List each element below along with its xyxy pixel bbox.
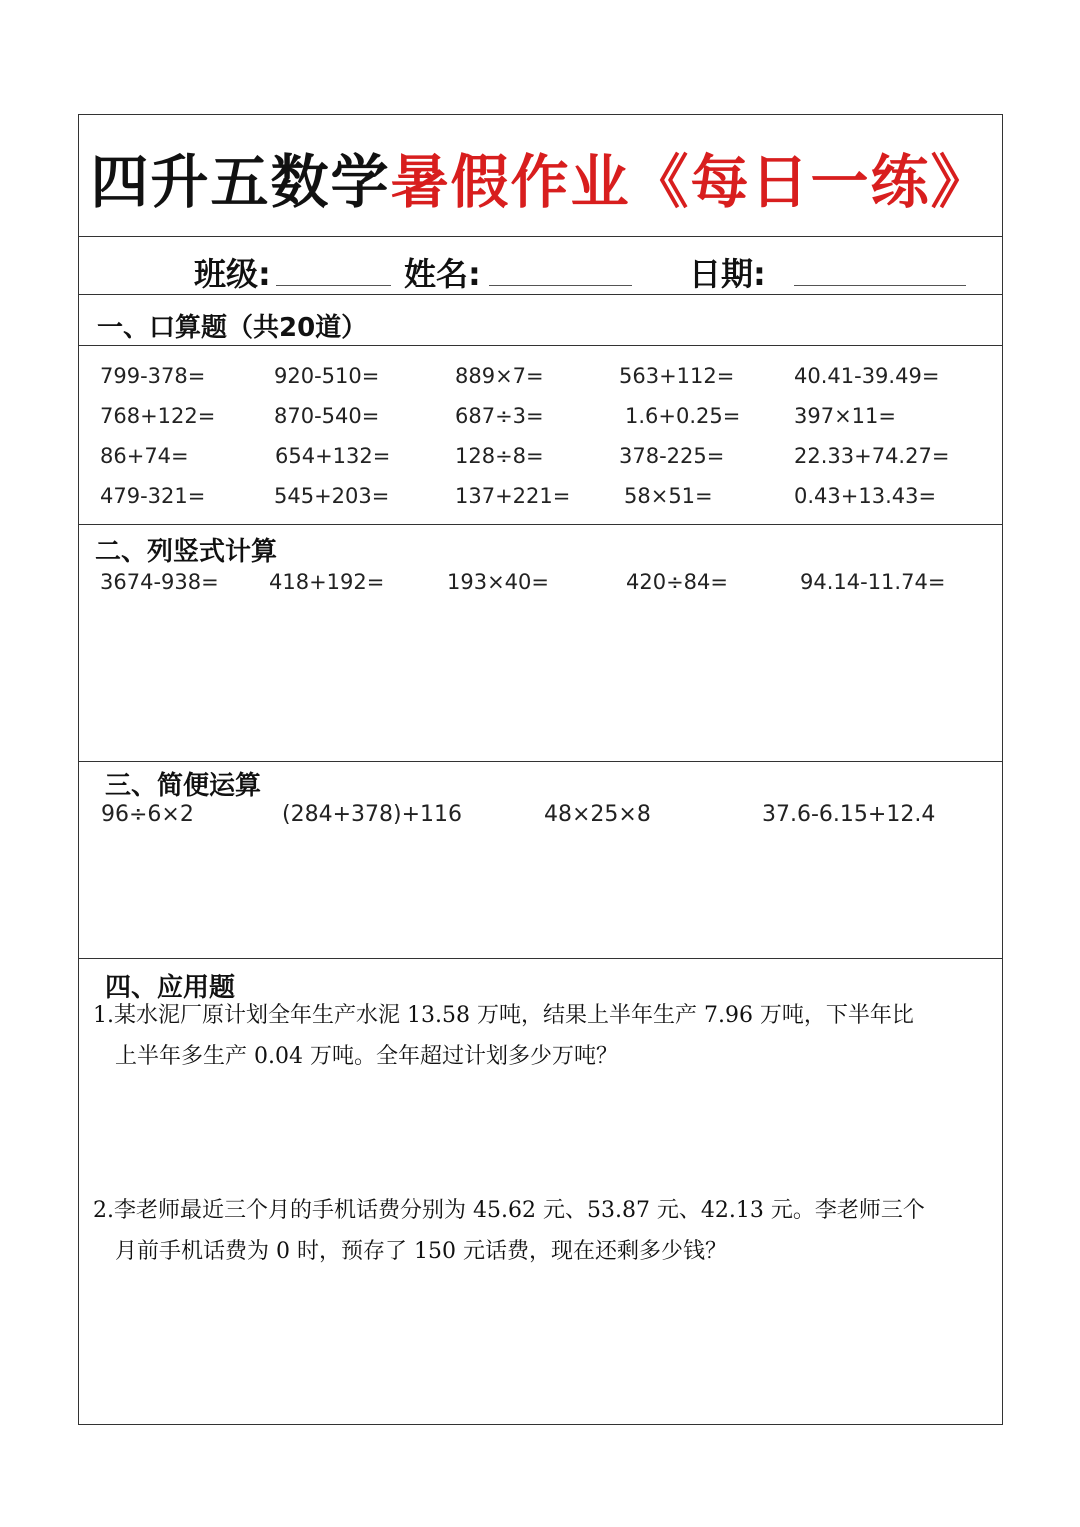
section1-title: 一、口算题（共20道） — [97, 313, 368, 343]
name-label: 姓名: — [404, 255, 481, 293]
word-problem-2 — [93, 1190, 983, 1272]
date-label: 日期: — [689, 255, 766, 293]
problem-line: 1.某水泥厂原计划全年生产水泥 13.58 万吨，结果上半年生产 7.96 万吨，下半年比 — [93, 1003, 914, 1028]
title-highlight: 暑假作业《每日一练》 — [390, 148, 991, 216]
expression: 920-510= — [274, 364, 380, 388]
problem-line: 上半年多生产 0.04 万吨。全年超过计划多少万吨？ — [115, 1044, 618, 1069]
expression: 0.43+13.43= — [794, 484, 937, 508]
problem-line: 月前手机话费为 0 时，预存了 150 元话费，现在还剩多少钱？ — [115, 1239, 727, 1264]
expression: 1.6+0.25= — [625, 404, 741, 428]
expression: 479-321= — [100, 484, 206, 508]
divider — [79, 958, 1002, 959]
expression: 545+203= — [274, 484, 390, 508]
divider — [79, 524, 1002, 525]
expression: 397×11= — [794, 404, 896, 428]
expression: 48×25×8 — [544, 802, 651, 827]
problem-line: 2.李老师最近三个月的手机话费分别为 45.62 元、53.87 元、42.13 元。李老师三个 — [93, 1198, 925, 1223]
date-blank[interactable] — [794, 285, 966, 286]
expression: 128÷8= — [455, 444, 544, 468]
expression: 378-225= — [619, 444, 725, 468]
worksheet-title — [79, 135, 1002, 219]
expression: 137+221= — [455, 484, 571, 508]
divider — [79, 761, 1002, 762]
expression: 420÷84= — [626, 570, 728, 594]
word-problem-1 — [93, 995, 983, 1077]
class-label: 班级: — [194, 255, 271, 293]
expression: 418+192= — [269, 570, 385, 594]
expression: 193×40= — [447, 570, 549, 594]
expression: 96÷6×2 — [101, 802, 194, 827]
expression: (284+378)+116 — [282, 802, 463, 827]
expression: 94.14-11.74= — [800, 570, 946, 594]
expression: 22.33+74.27= — [794, 444, 950, 468]
expression: 86+74= — [100, 444, 189, 468]
expression: 58×51= — [624, 484, 713, 508]
worksheet — [78, 114, 1003, 1425]
expression: 768+122= — [100, 404, 216, 428]
expression: 889×7= — [455, 364, 544, 388]
expression: 37.6-6.15+12.4 — [762, 802, 936, 827]
section3-title: 三、简便运算 — [105, 771, 262, 801]
expression: 3674-938= — [100, 570, 219, 594]
title-main: 四升五数学 — [90, 148, 391, 216]
expression: 687÷3= — [455, 404, 544, 428]
name-blank[interactable] — [489, 285, 632, 286]
student-info-row — [79, 237, 1002, 295]
divider — [79, 345, 1002, 346]
expression: 654+132= — [275, 444, 391, 468]
section2-title: 二、列竖式计算 — [95, 537, 278, 567]
expression: 799-378= — [100, 364, 206, 388]
section4-title: 四、应用题 — [105, 973, 236, 1003]
expression: 870-540= — [274, 404, 380, 428]
expression: 563+112= — [619, 364, 735, 388]
class-blank[interactable] — [276, 285, 391, 286]
divider — [79, 294, 1002, 295]
expression: 40.41-39.49= — [794, 364, 940, 388]
